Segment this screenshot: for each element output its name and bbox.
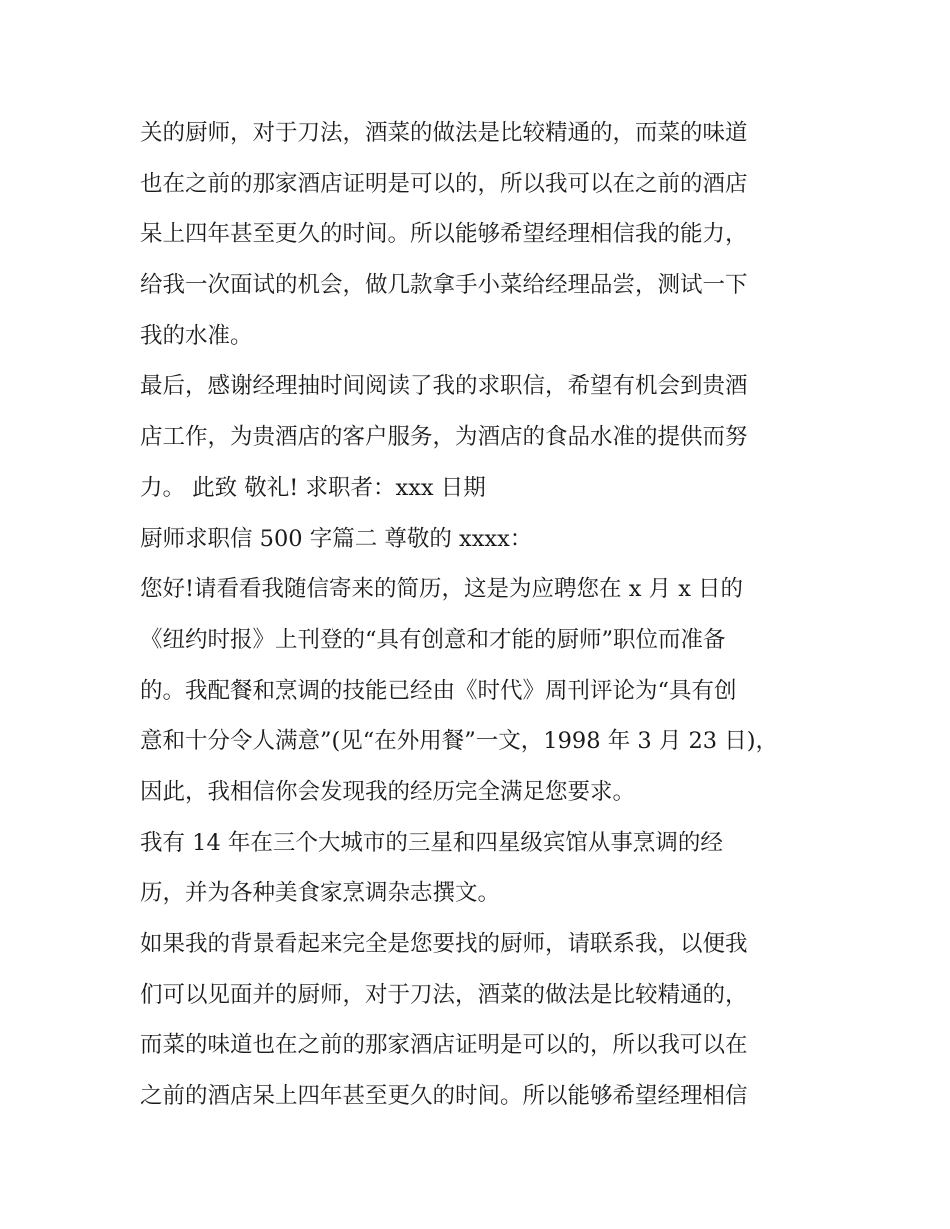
text-line: 我有 14 年在三个大城市的三星和四星级宾馆从事烹调的经 (140, 829, 723, 856)
text-line: 您好!请看看我随信寄来的简历，这是为应聘您在 x 月 x 日的 (140, 576, 744, 603)
text-line: 历，并为各种美食家烹调杂志撰文。 (140, 880, 501, 907)
text-line: 意和十分令人满意”(见“在外用餐”一文，1998 年 3 月 23 日)， (140, 728, 779, 755)
text-line: 而菜的味道也在之前的那家酒店证明是可以的，所以我可以在 (140, 1032, 748, 1059)
text-line: 给我一次面试的机会，做几款拿手小菜给经理品尝，测试一下 (140, 272, 748, 299)
text-line: 也在之前的那家酒店证明是可以的，所以我可以在之前的酒店 (140, 170, 748, 197)
text-line: 关的厨师，对于刀法，酒菜的做法是比较精通的，而菜的味道 (140, 120, 748, 146)
section-heading-line: 厨师求职信 500 字篇二 尊敬的 xxxx： (140, 525, 533, 552)
text-line: 店工作，为贵酒店的客户服务，为酒店的食品水准的提供而努 (140, 424, 748, 451)
text-line: 如果我的背景看起来完全是您要找的厨师，请联系我，以便我 (140, 931, 748, 957)
text-line: 力。 此致 敬礼! 求职者：xxx 日期 (140, 474, 486, 501)
text-line: 最后，感谢经理抽时间阅读了我的求职信，希望有机会到贵酒 (140, 373, 748, 400)
text-line: 们可以见面并的厨师，对于刀法，酒菜的做法是比较精通的， (140, 981, 748, 1008)
text-line: 我的水准。 (140, 322, 253, 349)
text-line: 《纽约时报》上刊登的“具有创意和才能的厨师”职位而准备 (140, 626, 726, 653)
text-line: 之前的酒店呆上四年甚至更久的时间。所以能够希望经理相信 (140, 1083, 748, 1110)
document-body (140, 108, 820, 1122)
text-line: 呆上四年甚至更久的时间。所以能够希望经理相信我的能力， (140, 221, 748, 248)
text-line: 的。我配餐和烹调的技能已经由《时代》周刊评论为“具有创 (140, 677, 737, 704)
text-line: 因此，我相信你会发现我的经历完全满足您要求。 (140, 778, 636, 805)
